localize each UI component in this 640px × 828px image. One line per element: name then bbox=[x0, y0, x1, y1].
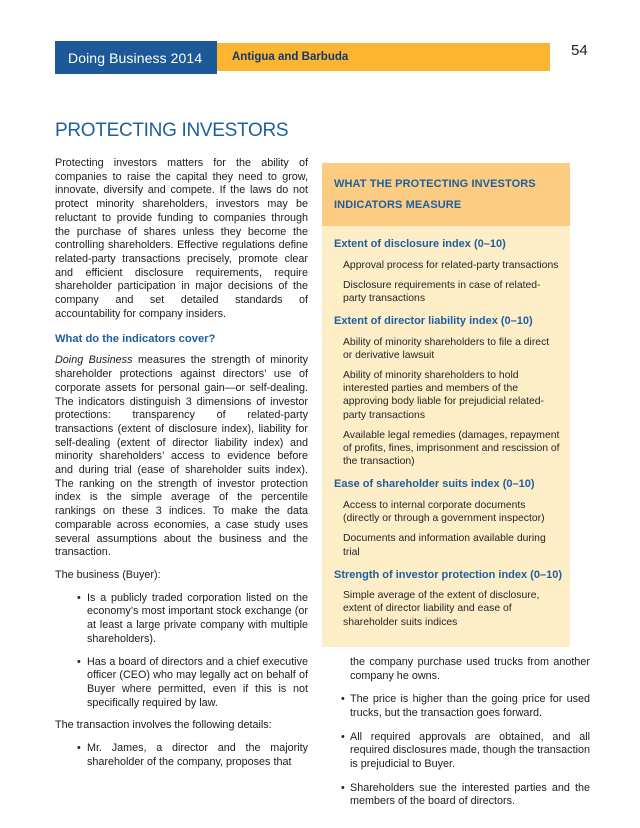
measure-box-title-line1: WHAT THE PROTECTING INVESTORS bbox=[334, 178, 536, 190]
indicators-measure-box bbox=[322, 163, 570, 647]
index-item: Access to internal corporate documents (directly or through a government inspector) bbox=[343, 499, 545, 525]
indicators-subheading: What do the indicators cover? bbox=[55, 333, 216, 346]
intro-paragraph: Protecting investors matters for the ability of companies to raise the capital they need to grow, innovate, diversify and compete. If the laws do not protect minority shareholders, investors may be reluctant to provide funding to companies through the purchase of shares unless they become the controlling shareholders. Effective regulations define related-party transactions precisely, promote clear and efficient disclosure requirements, require shareholder participation in major decisions of the company and set detailed standards of accountability for company insiders. bbox=[55, 157, 308, 320]
index-item: Approval process for related-party transactions bbox=[343, 259, 559, 271]
brand-banner bbox=[55, 41, 217, 74]
bullet-continuation: the company purchase used trucks from another company he owns. bbox=[350, 655, 590, 682]
measure-box-title-line2: INDICATORS MEASURE bbox=[334, 199, 462, 211]
list-item: • Mr. James, a director and the majority shareholder of the company, proposes that bbox=[55, 742, 308, 769]
coverage-paragraph bbox=[55, 354, 308, 560]
section-title: PROTECTING INVESTORS bbox=[55, 120, 289, 141]
list-item: • Shareholders sue the interested parties and the members of the board of directors. bbox=[322, 782, 590, 809]
brand-title: Doing Business 2014 bbox=[68, 49, 203, 66]
page-header bbox=[55, 41, 550, 74]
page-number: 54 bbox=[571, 42, 588, 59]
index-item: Documents and information available during trial bbox=[343, 533, 546, 558]
doing-business-italic: Doing Business bbox=[55, 354, 133, 367]
country-banner bbox=[217, 43, 550, 71]
index-heading: Extent of director liability index (0–10) bbox=[334, 315, 533, 328]
list-item: • The price is higher than the going price for used trucks, but the transaction goes forward. bbox=[322, 693, 590, 720]
country-name: Antigua and Barbuda bbox=[232, 51, 349, 63]
index-item: Ability of minority shareholders to hold interested parties and members of the approving body liable for prejudicial related-party transactions bbox=[343, 370, 545, 421]
index-item: Available legal remedies (damages, repayment of profits, fines, imprisonment and rescission of the transaction) bbox=[343, 429, 560, 468]
measure-box-header bbox=[322, 163, 570, 226]
business-buyer-lead: The business (Buyer): bbox=[55, 568, 161, 581]
index-item: Ability of minority shareholders to file a direct or derivative lawsuit bbox=[343, 336, 550, 361]
index-item: Simple average of the extent of disclosure, extent of director liability and ease of shareholder suits indices bbox=[343, 590, 540, 628]
measure-box-body bbox=[322, 226, 570, 647]
list-item: • Has a board of directors and a chief executive officer (CEO) who may legally act on behalf of Buyer where permitted, even if this is not specifically required by law. bbox=[55, 656, 308, 711]
right-column bbox=[322, 163, 590, 819]
list-item: • Is a publicly traded corporation listed on the economy’s most important stock exchange (or at least a large private company with multiple shareholders). bbox=[55, 592, 308, 647]
index-heading: Strength of investor protection index (0–10) bbox=[334, 568, 562, 581]
list-item: • All required approvals are obtained, and all required disclosures made, though the transaction is prejudicial to Buyer. bbox=[322, 731, 590, 772]
index-heading: Extent of disclosure index (0–10) bbox=[334, 238, 506, 250]
index-item: Disclosure requirements in case of related-party transactions bbox=[343, 279, 541, 304]
left-column bbox=[55, 157, 308, 778]
coverage-paragraph-rest: measures the strength of minority shareholder protections against directors’ use of corporate assets for personal gain—or self-dealing. The indicators distinguish 3 dimensions of investor protections: transparency of related-party transactions (extent of disclosure index), liability for self-dealing (extent of director liability index) and minority shareholders’ access to evidence before and during trial (ease of shareholder suits index). The ranking on the strength of investor protection index is the simple average of the percentile rankings on these 3 indices. To make the data comparable across economies, a case study uses several assumptions about the business and the transaction. bbox=[55, 354, 308, 559]
transaction-lead: The transaction involves the following details: bbox=[55, 719, 272, 732]
index-heading: Ease of shareholder suits index (0–10) bbox=[334, 478, 535, 491]
